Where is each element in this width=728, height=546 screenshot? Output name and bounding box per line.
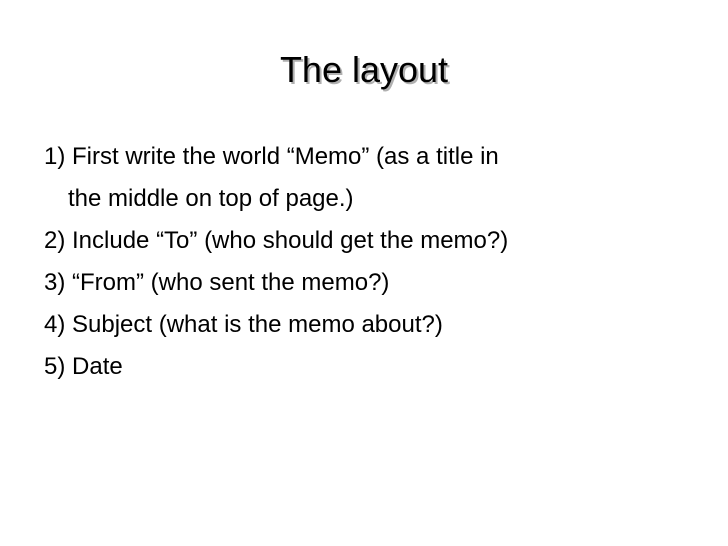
list-item-2: 2) Include “To” (who should get the memo?) bbox=[44, 227, 509, 254]
slide-title: The layout bbox=[279, 49, 449, 90]
list-item-3: 3) “From” (who sent the memo?) bbox=[44, 269, 390, 296]
content-list bbox=[44, 136, 714, 388]
list-item-4: 4) Subject (what is the memo about?) bbox=[44, 311, 443, 338]
list-item-1-continuation: the middle on top of page.) bbox=[68, 185, 354, 212]
list-item-1: 1) First write the world “Memo” (as a title in bbox=[44, 143, 499, 170]
list-item-5: 5) Date bbox=[44, 353, 123, 380]
